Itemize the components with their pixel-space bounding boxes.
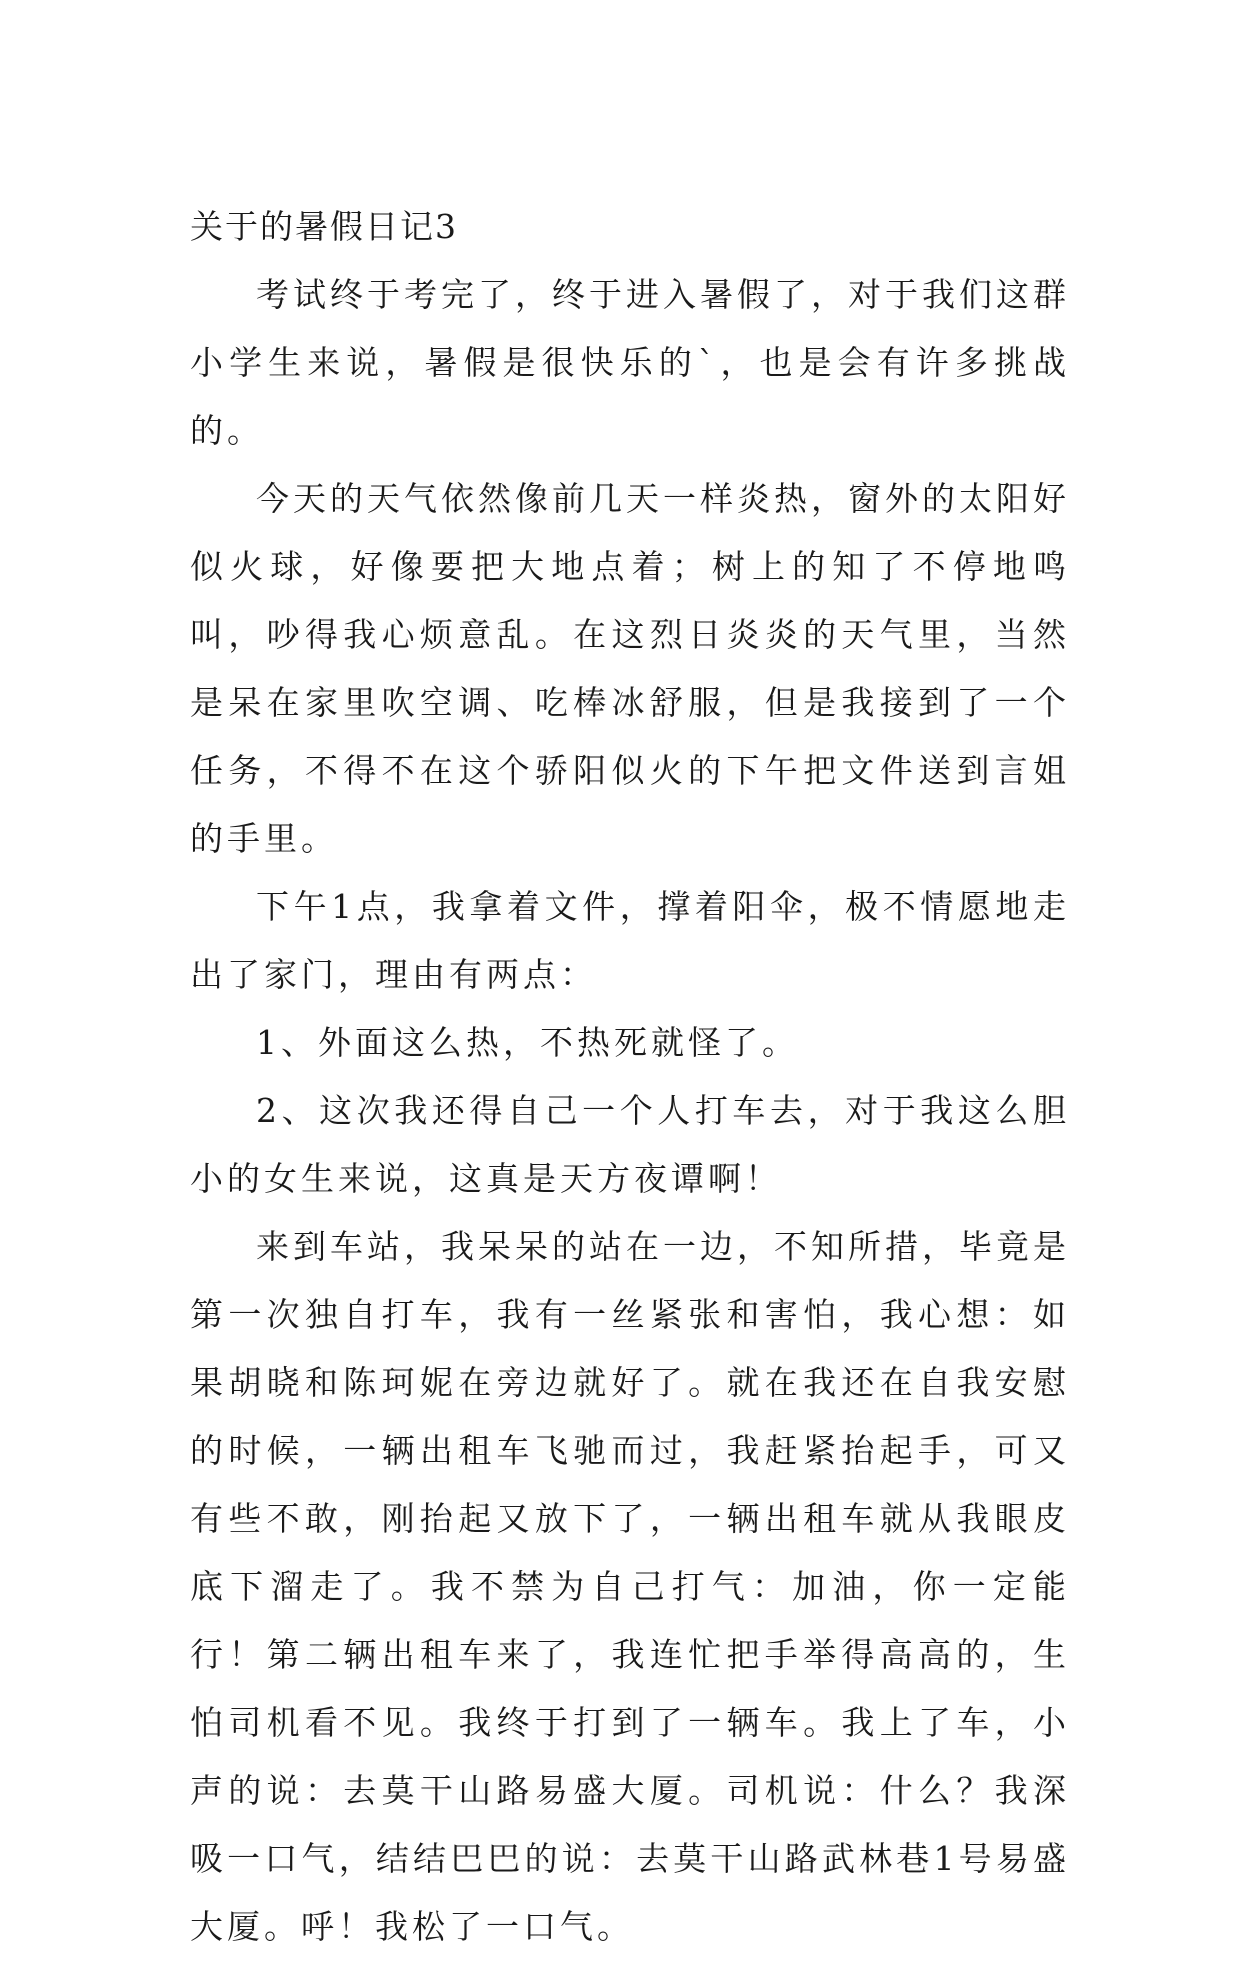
- paragraph-reason-1: 1、外面这么热，不热死就怪了。: [256, 1023, 799, 1062]
- paragraph-taxi: 来到车站，我呆呆的站在一边，不知所措，毕竟是第一次独自打车，我有一丝紧张和害怕，我心想：如果胡晓和陈珂妮在旁边就好了。就在我还在自我安慰的时候，一辆出租车飞驰而过，我赶紧抬起手，可又有些不敢，刚抬起又放下了，一辆出租车就从我眼皮底下溜走了。我不禁为自己打气：加油，你一定能行！第二辆出租车来了，我连忙把手举得高高的，生怕司机看不见。我终于打到了一辆车。我上了车，小声的说：去莫干山路易盛大厦。司机说：什么？我深吸一口气，结结巴巴的说：去莫干山路武林巷1号易盛大厦。呼！我松了一口气。: [190, 1227, 1070, 1946]
- paragraph-reason-2: 2、这次我还得自己一个人打车去，对于我这么胆小的女生来说，这真是天方夜谭啊！: [190, 1091, 1070, 1198]
- paragraph-weather: 今天的天气依然像前几天一样炎热，窗外的太阳好似火球，好像要把大地点着；树上的知了不停地鸣叫，吵得我心烦意乱。在这烈日炎炎的天气里，当然是呆在家里吹空调、吃棒冰舒服，但是我接到了一个任务，不得不在这个骄阳似火的下午把文件送到言姐的手里。: [190, 479, 1070, 858]
- document-title: 关于的暑假日记3: [190, 207, 458, 246]
- paragraph-intro: 考试终于考完了，终于进入暑假了，对于我们这群小学生来说，暑假是很快乐的`，也是会有许多挑战的。: [190, 275, 1070, 450]
- document-body: [190, 193, 1070, 1961]
- paragraph-leaving-home: 下午1点，我拿着文件，撑着阳伞，极不情愿地走出了家门，理由有两点：: [190, 887, 1070, 994]
